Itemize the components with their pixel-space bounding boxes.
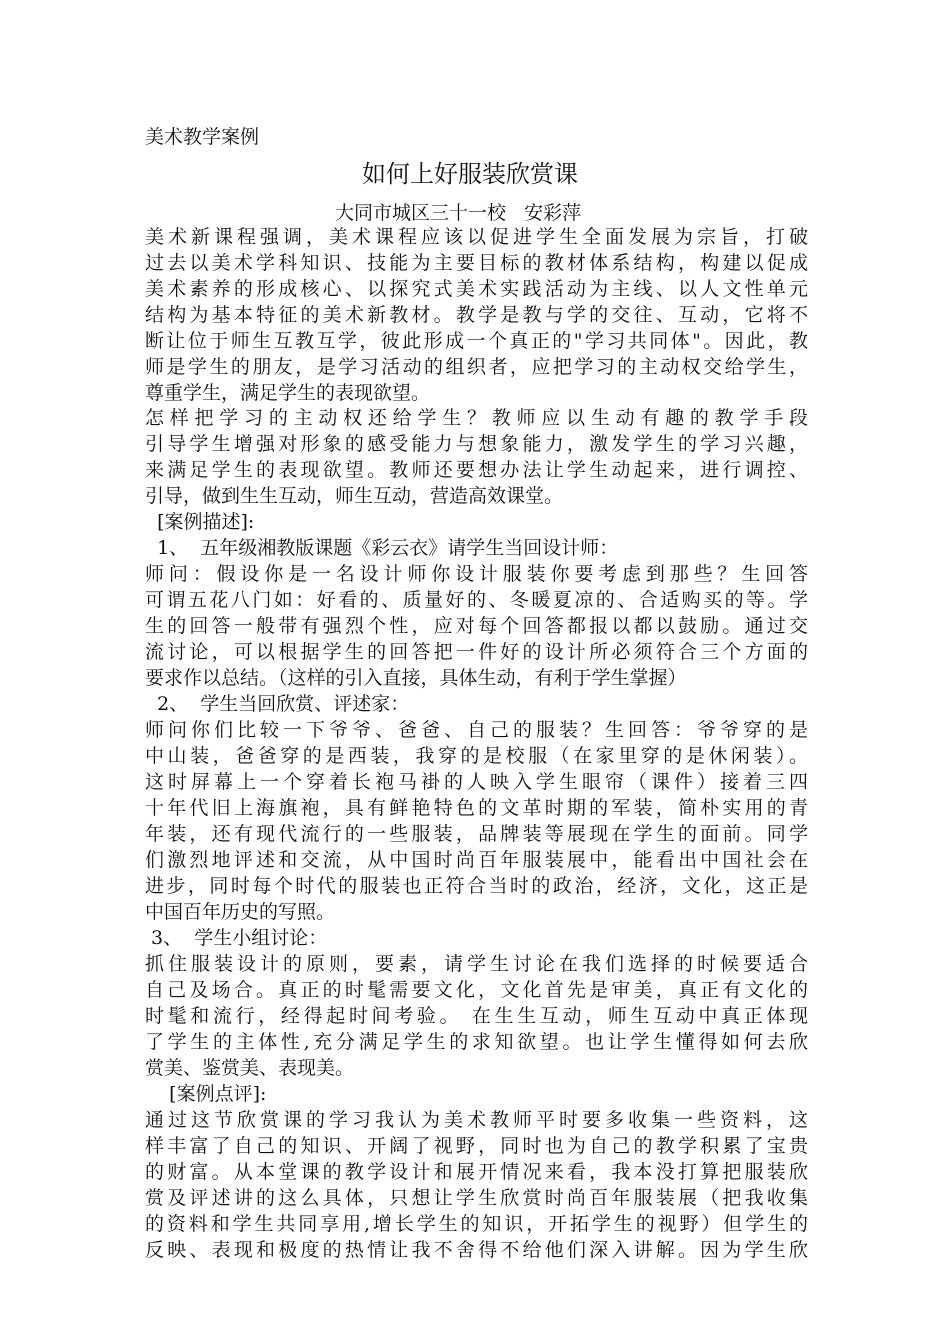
section-heading: [案例描述]:: [145, 511, 255, 533]
numbered-item: 2、 学生当回欣赏、评述家：: [145, 693, 410, 715]
body-line: 结构为基本特征的美术新教材。教学是教与学的交往、互动，它将不: [145, 304, 808, 326]
body-line: 时髦和流行，经得起时间考验。 在生生互动，师生互动中真正体现: [145, 1005, 808, 1027]
body-line: 们激烈地评述和交流，从中国时尚百年服装展中，能看出中国社会在: [145, 849, 808, 871]
body-line: 引导，做到生生互动，师生互动，营造高效课堂。: [145, 485, 564, 507]
body-line: 断让位于师生互教互学，彼此形成一个真正的"学习共同体"。因此，教: [145, 330, 808, 352]
document-title: 如何上好服装欣赏课: [362, 160, 578, 188]
body-line: 生的回答一般带有强烈个性，应对每个回答都报以都以鼓励。通过交: [145, 615, 808, 637]
body-line: 中山装，爸爸穿的是西装，我穿的是校服（在家里穿的是休闲装）。: [145, 745, 808, 767]
body-line: 了学生的主体性,充分满足学生的求知欲望。也让学生懂得如何去欣: [145, 1031, 808, 1053]
body-line: 怎样把学习的主动权还给学生？教师应以生动有趣的教学手段: [145, 407, 808, 429]
body-line: 引导学生增强对形象的感受能力与想象能力，激发学生的学习兴趣，: [145, 433, 808, 455]
body-line: 尊重学生，满足学生的表现欲望。: [145, 382, 431, 404]
document-byline: 大同市城区三十一校 安彩萍: [335, 202, 582, 224]
section-heading: [案例点评]:: [145, 1083, 267, 1105]
body-line: 可谓五花八门如：好看的、质量好的、冬暖夏凉的、合适购买的等。学: [145, 589, 808, 611]
body-line: 抓住服装设计的原则，要素，请学生讨论在我们选择的时候要适合: [145, 953, 808, 975]
body-line: 流讨论，可以根据学生的回答把一件好的设计所必须符合三个方面的: [145, 641, 808, 663]
body-line: 样丰富了自己的知识、开阔了视野，同时也为自己的教学积累了宝贵: [145, 1135, 808, 1157]
body-line: 美术新课程强调，美术课程应该以促进学生全面发展为宗旨，打破: [145, 226, 808, 248]
numbered-item: 1、 五年级湘教版课题《彩云衣》请学生当回设计师：: [145, 537, 619, 559]
body-line: 师问你们比较一下爷爷、爸爸、自己的服装？生回答：爷爷穿的是: [145, 719, 808, 741]
body-line: 赏及评述讲的这么具体，只想让学生欣赏时尚百年服装展（把我收集: [145, 1187, 808, 1209]
body-line: 的财富。从本堂课的教学设计和展开情况来看，我本没打算把服装欣: [145, 1161, 808, 1183]
body-line: 这时屏幕上一个穿着长袍马褂的人映入学生眼帘（课件）接着三四: [145, 771, 808, 793]
body-line: 年装，还有现代流行的一些服装，品牌装等展现在学生的面前。同学: [145, 823, 808, 845]
body-line: 反映、表现和极度的热情让我不舍得不给他们深入讲解。因为学生欣: [145, 1239, 808, 1261]
body-line: 过去以美术学科知识、技能为主要目标的教材体系结构，构建以促成: [145, 252, 808, 274]
body-line: 十年代旧上海旗袍，具有鲜艳特色的文革时期的军装，简朴实用的青: [145, 797, 808, 819]
body-line: 进步，同时每个时代的服装也正符合当时的政治，经济，文化，这正是: [145, 875, 808, 897]
body-line: 通过这节欣赏课的学习我认为美术教师平时要多收集一些资料，这: [145, 1109, 808, 1131]
body-line: 美术素养的形成核心、以探究式美术实践活动为主线、以人文性单元: [145, 278, 808, 300]
numbered-item: 3、 学生小组讨论：: [145, 927, 328, 949]
body-line: 师问：假设你是一名设计师你设计服装你要考虑到那些？生回答: [145, 563, 808, 585]
body-line: 中国百年历史的写照。: [145, 901, 336, 923]
body-line: 师是学生的朋友，是学习活动的组织者，应把学习的主动权交给学生，: [145, 356, 808, 378]
document-label: 美术教学案例: [145, 126, 260, 148]
body-line: 要求作以总结。（这样的引入直接，具体生动，有利于学生掌握）: [145, 667, 687, 689]
body-line: 自己及场合。真正的时髦需要文化，文化首先是审美，真正有文化的: [145, 979, 808, 1001]
body-line: 赏美、鉴赏美、表现美。: [145, 1057, 355, 1079]
body-line: 的资料和学生共同享用,增长学生的知识，开拓学生的视野）但学生的: [145, 1213, 808, 1235]
body-line: 来满足学生的表现欲望。教师还要想办法让学生动起来，进行调控、: [145, 459, 808, 481]
